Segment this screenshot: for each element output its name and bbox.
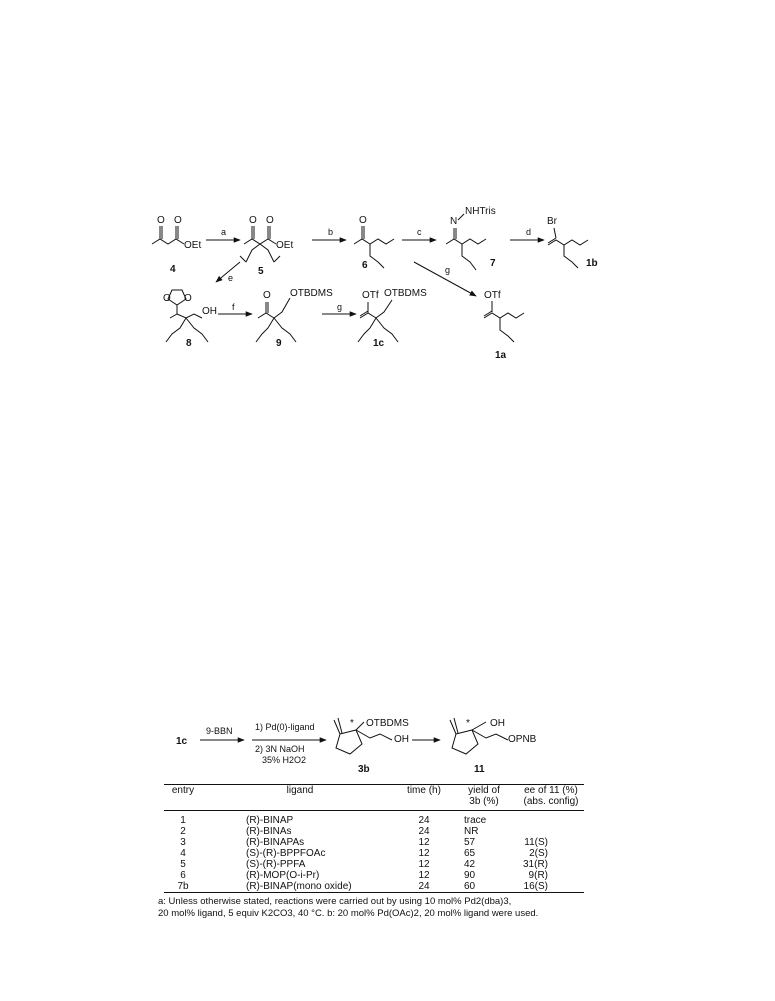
svg-text:O: O <box>249 215 257 226</box>
group-otf-1c: OTf <box>362 290 379 301</box>
results-table <box>164 784 584 893</box>
cell-ligand: (R)-BINAPAs <box>246 837 305 848</box>
table-footnote <box>158 896 598 920</box>
cell-ligand: (R)-BINAP <box>246 815 294 826</box>
compound-8-structure <box>163 290 217 342</box>
group-oet-4: OEt <box>184 240 202 251</box>
cell-ee <box>518 811 584 827</box>
cell-ee: 2(S) <box>529 848 548 859</box>
header-time: time (h) <box>407 785 441 796</box>
cell-time: 24 <box>418 826 430 837</box>
group-otbdms-1c: OTBDMS <box>384 288 427 299</box>
cell-entry: 2 <box>180 826 186 837</box>
cell-entry: 5 <box>180 859 186 870</box>
group-n-7: N <box>450 216 458 227</box>
reagent-pd-ligand: 1) Pd(0)-ligand <box>255 722 315 732</box>
reagent-e: e <box>228 273 234 283</box>
cell-yield: trace <box>464 815 487 826</box>
label-compound-9: 9 <box>276 338 282 349</box>
reagent-naoh: 2) 3N NaOH <box>255 744 305 754</box>
svg-text:O: O <box>163 293 171 304</box>
star-3b: * <box>350 718 354 729</box>
cell-ee: 9(R) <box>528 870 548 881</box>
compound-7-structure <box>446 206 496 270</box>
compound-6-structure <box>354 215 394 268</box>
cell-ligand: (S)-(R)-PPFA <box>246 859 306 870</box>
svg-text:O: O <box>359 215 367 226</box>
header-entry: entry <box>171 785 195 796</box>
synthesis-scheme <box>0 0 775 380</box>
group-otbdms-3b: OTBDMS <box>366 718 409 729</box>
label-compound-4: 4 <box>170 264 176 275</box>
table-row <box>164 811 584 827</box>
group-opnb: OPNB <box>508 734 537 745</box>
header-ligand: ligand <box>286 785 314 796</box>
group-oh-8: OH <box>202 306 217 317</box>
svg-text:O: O <box>157 215 165 226</box>
label-product-11: 11 <box>474 764 485 775</box>
label-compound-1b: 1b <box>586 258 598 269</box>
reagent-h2o2: 35% H2O2 <box>262 755 307 765</box>
cell-entry: 4 <box>180 848 186 859</box>
footnote-line-1: a: Unless otherwise stated, reactions were carried out by using 10 mol% Pd2(dba)3, <box>158 896 512 907</box>
cell-time: 24 <box>418 881 430 892</box>
cell-ee: 11(S) <box>524 837 548 848</box>
label-compound-1c: 1c <box>373 338 385 349</box>
label-compound-7: 7 <box>490 258 496 269</box>
table-row <box>164 848 584 859</box>
cell-ligand: (S)-(R)-BPPFOAc <box>246 848 326 859</box>
reagent-g-2: g <box>337 302 343 312</box>
reagent-b: b <box>328 227 334 237</box>
cell-time: 24 <box>418 815 430 826</box>
cell-entry: 1 <box>180 815 186 826</box>
header-yield: yield of 3b (%) <box>468 785 500 807</box>
star-11: * <box>466 718 470 729</box>
start-1c: 1c <box>176 736 188 747</box>
svg-text:O: O <box>266 215 274 226</box>
compound-4-structure <box>152 215 201 251</box>
svg-text:O: O <box>184 293 192 304</box>
cell-time: 12 <box>418 870 430 881</box>
table-row <box>164 837 584 848</box>
reagent-g-1: g <box>445 265 451 275</box>
reagent-9bbn: 9-BBN <box>206 726 233 736</box>
compound-9-structure <box>256 288 333 342</box>
header-ee: ee of 11 (%) (abs. config) <box>523 785 579 807</box>
reagent-d: d <box>526 227 532 237</box>
table-row <box>164 881 584 893</box>
group-otbdms-9: OTBDMS <box>290 288 333 299</box>
cell-yield: NR <box>464 826 479 837</box>
cell-yield: 60 <box>464 881 476 892</box>
cell-ligand: (R)-MOP(O-i-Pr) <box>246 870 320 881</box>
group-oh-3b: OH <box>394 734 409 745</box>
cell-entry: 6 <box>180 870 186 881</box>
table-row <box>164 826 584 837</box>
cell-ee: 31(R) <box>522 859 548 870</box>
group-oet-5: OEt <box>276 240 294 251</box>
cell-yield: 65 <box>464 848 476 859</box>
cell-entry: 3 <box>180 837 186 848</box>
compound-5-structure <box>240 215 293 262</box>
table-row <box>164 859 584 870</box>
group-otf-1a: OTf <box>484 290 501 301</box>
cell-time: 12 <box>418 848 430 859</box>
footnote-line-2: 20 mol% ligand, 5 equiv K2CO3, 40 °C. b: 20 mol% Pd(OAc)2, 20 mol% ligand were used. <box>158 908 539 919</box>
compound-1c-structure <box>358 288 427 342</box>
svg-text:O: O <box>174 215 182 226</box>
product-3b-structure <box>334 718 409 754</box>
cell-yield: 90 <box>464 870 476 881</box>
cell-yield: 57 <box>464 837 476 848</box>
cell-yield: 42 <box>464 859 476 870</box>
group-nhtris: NHTris <box>465 206 496 217</box>
label-compound-8: 8 <box>186 338 192 349</box>
label-compound-5: 5 <box>258 266 264 277</box>
label-compound-6: 6 <box>362 260 368 271</box>
reagent-f: f <box>232 302 235 312</box>
cell-entry: 7b <box>177 881 189 892</box>
label-product-3b: 3b <box>358 764 370 775</box>
table-header-row <box>164 785 584 811</box>
reagent-a: a <box>221 227 227 237</box>
compound-1b-structure <box>547 216 588 268</box>
group-br: Br <box>547 216 557 227</box>
product-11-structure <box>450 718 537 754</box>
cell-ligand: (R)-BINAP(mono oxide) <box>246 881 352 892</box>
table-row <box>164 870 584 881</box>
cell-ligand: (R)-BINAs <box>246 826 292 837</box>
cell-ee <box>518 826 584 837</box>
group-oh-11: OH <box>490 718 505 729</box>
compound-1a-structure <box>484 290 524 342</box>
ligand-screening-table <box>158 784 584 920</box>
cell-time: 12 <box>418 859 430 870</box>
cell-ee: 16(S) <box>523 881 548 892</box>
reagent-c: c <box>417 227 422 237</box>
cell-time: 12 <box>418 837 430 848</box>
label-compound-1a: 1a <box>495 350 507 361</box>
svg-text:O: O <box>263 290 271 301</box>
